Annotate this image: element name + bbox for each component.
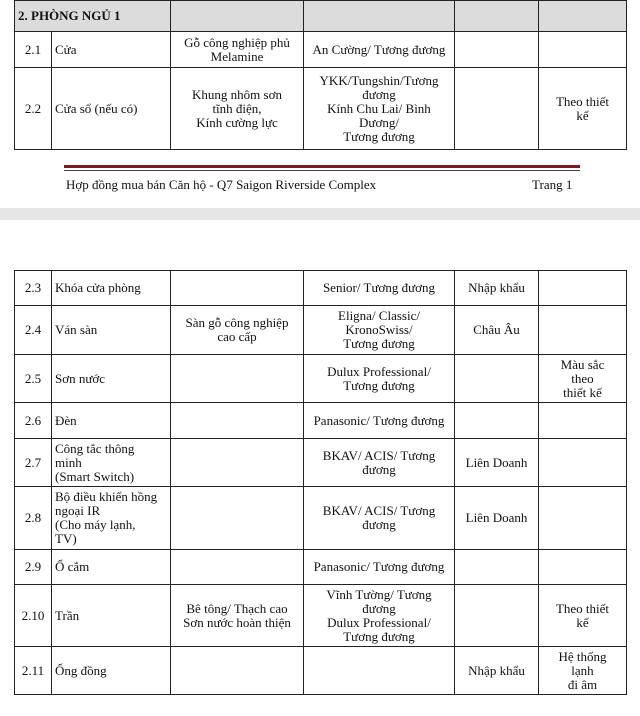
item-note <box>539 306 627 355</box>
footer-divider-thin <box>64 170 580 171</box>
item-brand: Dulux Professional/ Tương đương <box>304 355 455 403</box>
item-name: Đèn <box>52 403 171 439</box>
item-number: 2.3 <box>15 271 52 306</box>
table-row <box>15 32 627 68</box>
item-brand: Panasonic/ Tương đương <box>304 550 455 585</box>
empty-cell <box>171 1 304 32</box>
item-origin <box>455 550 539 585</box>
footer-page-number: Trang 1 <box>532 177 573 192</box>
item-origin: Châu Âu <box>455 306 539 355</box>
item-origin <box>455 68 539 150</box>
item-brand: Senior/ Tương đương <box>304 271 455 306</box>
item-name: Sơn nước <box>52 355 171 403</box>
empty-cell <box>304 1 455 32</box>
footer-document-title: Hợp đồng mua bán Căn hộ - Q7 Saigon Riverside Complex <box>66 177 377 192</box>
item-note <box>539 403 627 439</box>
table-row <box>15 403 627 439</box>
empty-cell <box>539 1 627 32</box>
spec-table-section-1 <box>14 0 627 150</box>
item-spec: Gỗ công nghiệp phủ Melamine <box>171 32 304 68</box>
item-spec <box>171 403 304 439</box>
item-brand: Vĩnh Tường/ Tương đương Dulux Professional/ Tương đương <box>304 585 455 647</box>
section-title: 2. PHÒNG NGỦ 1 <box>15 1 171 32</box>
item-number: 2.10 <box>15 585 52 647</box>
spec-table-section-2 <box>14 270 627 695</box>
item-origin: Liên Doanh <box>455 487 539 550</box>
item-origin <box>455 355 539 403</box>
item-brand: Eligna/ Classic/ KronoSwiss/ Tương đương <box>304 306 455 355</box>
item-note <box>539 439 627 487</box>
item-note: Hệ thống lạnh đi âm <box>539 647 627 695</box>
item-spec <box>171 647 304 695</box>
item-origin: Nhập khẩu <box>455 271 539 306</box>
item-note <box>539 487 627 550</box>
document-page-1 <box>0 0 640 208</box>
item-name: Công tắc thông minh (Smart Switch) <box>52 439 171 487</box>
item-name: Cửa sổ (nếu có) <box>52 68 171 150</box>
item-number: 2.11 <box>15 647 52 695</box>
item-brand: BKAV/ ACIS/ Tương đương <box>304 439 455 487</box>
document-page-2 <box>0 220 640 716</box>
section-header-row <box>15 1 627 32</box>
item-note: Màu sắc theo thiết kế <box>539 355 627 403</box>
item-origin: Liên Doanh <box>455 439 539 487</box>
item-spec <box>171 355 304 403</box>
empty-cell <box>455 1 539 32</box>
item-note: Theo thiết kế <box>539 68 627 150</box>
item-note <box>539 550 627 585</box>
item-number: 2.6 <box>15 403 52 439</box>
item-note: Theo thiết kế <box>539 585 627 647</box>
table-row <box>15 439 627 487</box>
item-spec <box>171 439 304 487</box>
item-name: Ổ cắm <box>52 550 171 585</box>
item-brand: BKAV/ ACIS/ Tương đương <box>304 487 455 550</box>
table-row <box>15 271 627 306</box>
item-name: Cửa <box>52 32 171 68</box>
item-origin: Nhập khẩu <box>455 647 539 695</box>
table-row <box>15 550 627 585</box>
item-spec: Bê tông/ Thạch cao Sơn nước hoàn thiện <box>171 585 304 647</box>
page-separator <box>0 208 640 220</box>
item-brand <box>304 647 455 695</box>
item-spec <box>171 271 304 306</box>
table-row <box>15 585 627 647</box>
item-name: Trần <box>52 585 171 647</box>
item-number: 2.5 <box>15 355 52 403</box>
table-row <box>15 487 627 550</box>
item-brand: An Cường/ Tương đương <box>304 32 455 68</box>
footer-divider <box>64 165 580 168</box>
item-note <box>539 271 627 306</box>
item-note <box>539 32 627 68</box>
item-origin <box>455 32 539 68</box>
item-name: Khóa cửa phòng <box>52 271 171 306</box>
item-number: 2.8 <box>15 487 52 550</box>
item-number: 2.7 <box>15 439 52 487</box>
item-number: 2.2 <box>15 68 52 150</box>
item-name: Bộ điều khiển hồng ngoại IR (Cho máy lạnh, TV) <box>52 487 171 550</box>
item-number: 2.9 <box>15 550 52 585</box>
item-number: 2.4 <box>15 306 52 355</box>
item-origin <box>455 585 539 647</box>
table-row <box>15 647 627 695</box>
item-origin <box>455 403 539 439</box>
table-row <box>15 306 627 355</box>
item-spec <box>171 550 304 585</box>
item-brand: Panasonic/ Tương đương <box>304 403 455 439</box>
table-row <box>15 68 627 150</box>
item-brand: YKK/Tungshin/Tương đương Kính Chu Lai/ Bình Dương/ Tương đương <box>304 68 455 150</box>
item-name: Ống đồng <box>52 647 171 695</box>
item-spec: Sàn gỗ công nghiệp cao cấp <box>171 306 304 355</box>
item-number: 2.1 <box>15 32 52 68</box>
item-spec <box>171 487 304 550</box>
item-name: Ván sàn <box>52 306 171 355</box>
table-row <box>15 355 627 403</box>
item-spec: Khung nhôm sơn tĩnh điện, Kính cường lực <box>171 68 304 150</box>
